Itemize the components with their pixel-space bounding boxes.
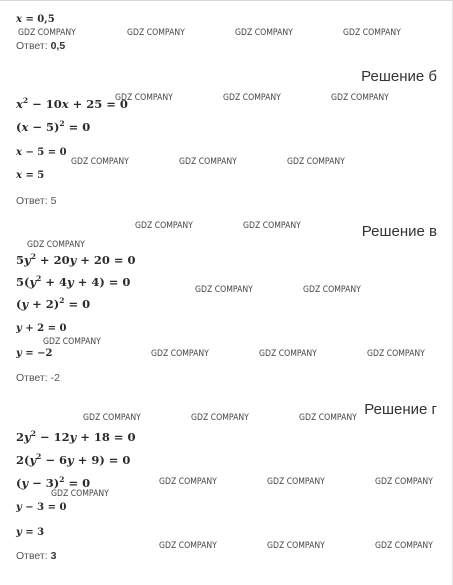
watermark: GDZ COMPANY: [259, 349, 317, 359]
equation-v-2: $5(y^2 + 4y + 4) = 0$: [16, 274, 131, 289]
answer-g: Ответ: 3: [16, 550, 57, 562]
equation-v-1: $5y^2 + 20y + 20 = 0$: [16, 252, 136, 267]
top-answer: Ответ: 0,5: [16, 40, 66, 52]
watermark: GDZ COMPANY: [135, 221, 193, 231]
watermark: GDZ COMPANY: [303, 285, 361, 295]
watermark: GDZ COMPANY: [127, 28, 185, 38]
equation-b-4: x = 5: [16, 170, 45, 181]
answer-v: Ответ: -2: [16, 372, 60, 384]
top-equation: x = 0,5: [16, 14, 55, 25]
watermark: GDZ COMPANY: [191, 413, 249, 423]
heading-solution-b: Решение б: [361, 68, 437, 85]
equation-v-3: $(y + 2)^2 = 0$: [16, 296, 91, 311]
watermark: GDZ COMPANY: [267, 541, 325, 551]
equation-g-5: y = 3: [16, 527, 45, 538]
heading-solution-v: Решение в: [361, 223, 437, 240]
watermark: GDZ COMPANY: [27, 240, 85, 250]
watermark: GDZ COMPANY: [367, 349, 425, 359]
watermark: GDZ COMPANY: [343, 28, 401, 38]
equation-b-2: $(x - 5)^2 = 0$: [16, 119, 91, 134]
watermark: GDZ COMPANY: [179, 157, 237, 167]
equation-g-3: $(y - 3)^2 = 0$: [16, 475, 91, 490]
watermark: GDZ COMPANY: [331, 93, 389, 103]
watermark: GDZ COMPANY: [115, 93, 173, 103]
answer-b: Ответ: 5: [16, 195, 57, 207]
watermark: GDZ COMPANY: [375, 541, 433, 551]
watermark: GDZ COMPANY: [43, 337, 101, 347]
equation-g-2: $2(y^2 - 6y + 9) = 0$: [16, 452, 131, 467]
watermark: GDZ COMPANY: [243, 221, 301, 231]
watermark: GDZ COMPANY: [18, 28, 76, 38]
equation-g-1: $2y^2 - 12y + 18 = 0$: [16, 429, 136, 444]
watermark: GDZ COMPANY: [159, 541, 217, 551]
watermark: GDZ COMPANY: [223, 93, 281, 103]
watermark: GDZ COMPANY: [287, 157, 345, 167]
watermark: GDZ COMPANY: [195, 285, 253, 295]
watermark: GDZ COMPANY: [83, 413, 141, 423]
watermark: GDZ COMPANY: [267, 477, 325, 487]
equation-g-4: y − 3 = 0: [16, 502, 67, 513]
watermark: GDZ COMPANY: [151, 349, 209, 359]
equation-v-4: y + 2 = 0: [16, 323, 67, 334]
watermark: GDZ COMPANY: [375, 477, 433, 487]
heading-solution-g: Решение г: [364, 401, 437, 418]
watermark: GDZ COMPANY: [71, 157, 129, 167]
equation-b-1: $x^2 - 10x + 25 = 0$: [16, 96, 128, 111]
equation-b-3: x − 5 = 0: [16, 147, 67, 158]
watermark: GDZ COMPANY: [51, 489, 109, 499]
watermark: GDZ COMPANY: [235, 28, 293, 38]
equation-v-5: y = −2: [16, 348, 53, 359]
watermark: GDZ COMPANY: [299, 413, 357, 423]
top-divider: [0, 0, 453, 1]
watermark: GDZ COMPANY: [159, 477, 217, 487]
